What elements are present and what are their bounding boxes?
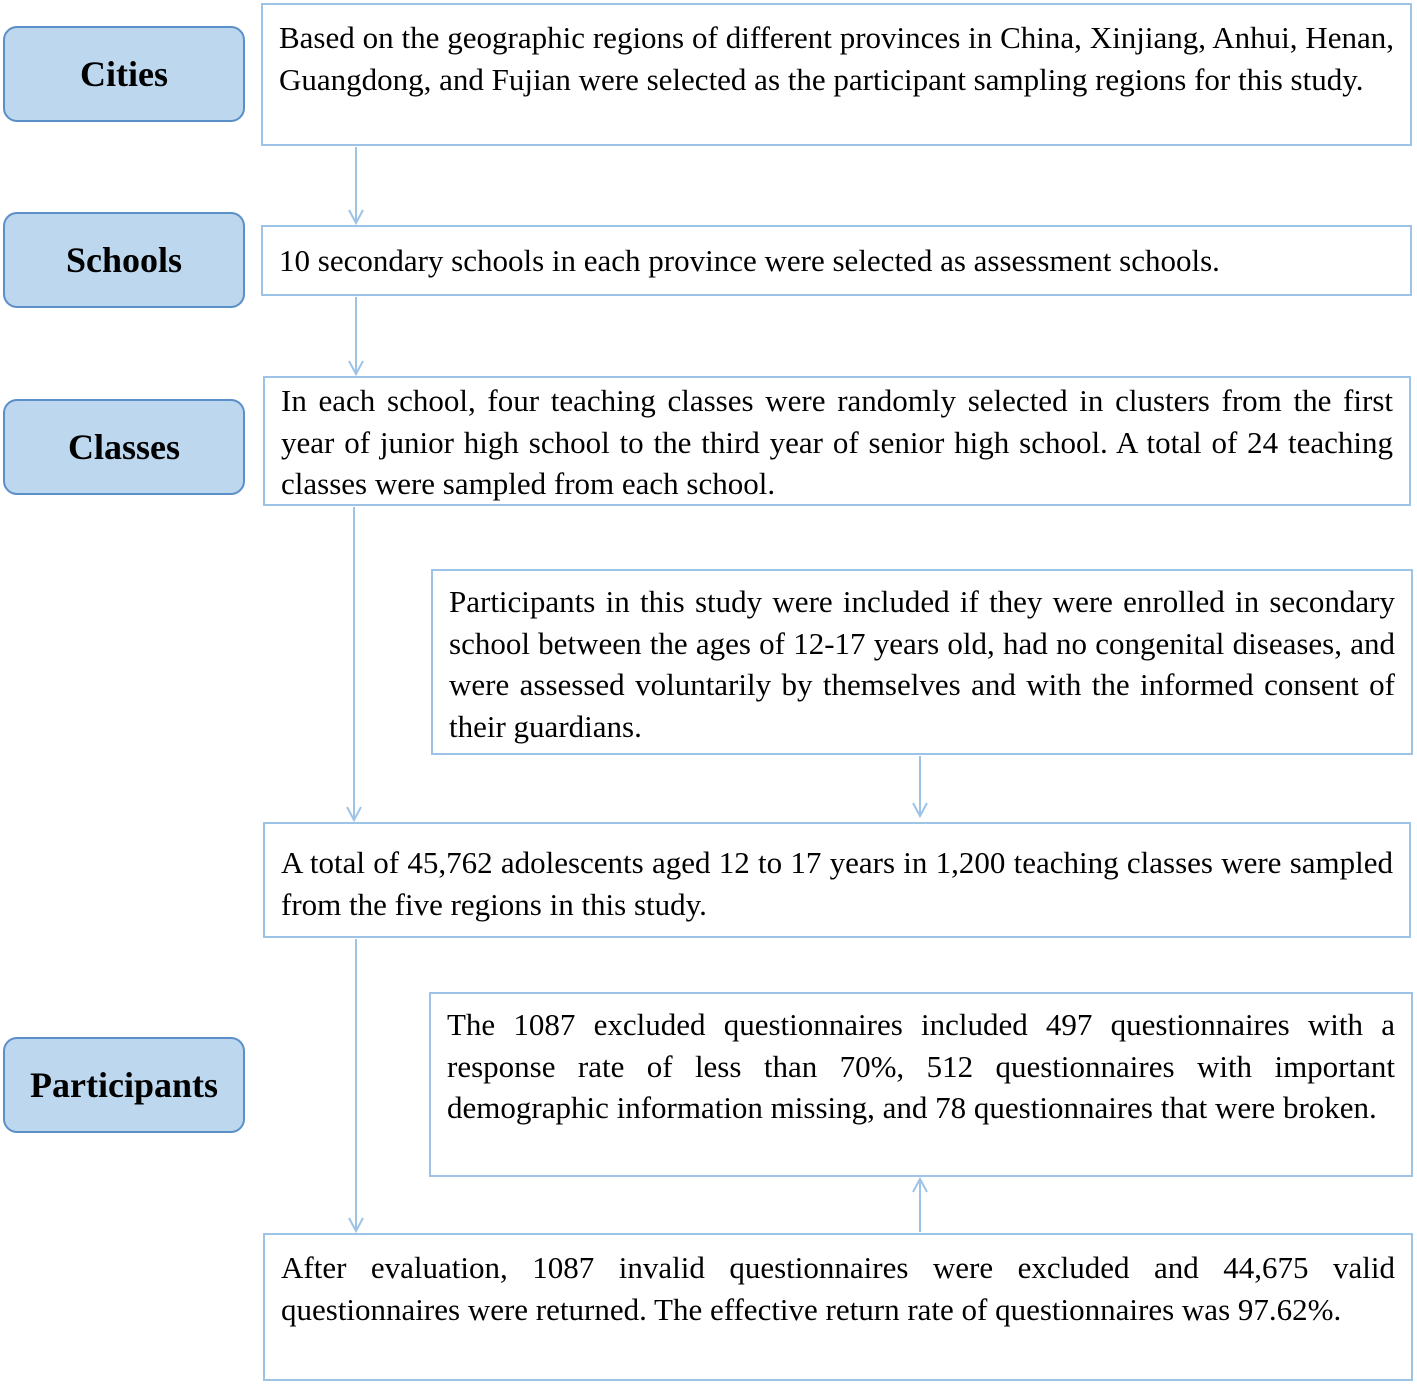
inclusion-criteria-text: Participants in this study were included if they were enrolled in secondary school between the ages of 12-17 years old, had no congenital diseases, and were assessed voluntarily by themselves and with the informed consent of their guardians. bbox=[449, 584, 1395, 744]
arrowhead-cities-to-schools bbox=[349, 210, 363, 223]
sampled-box bbox=[263, 822, 1411, 938]
inclusion-criteria-box bbox=[431, 569, 1413, 755]
excluded-box bbox=[429, 992, 1413, 1177]
stage-label-cities bbox=[3, 26, 245, 122]
classes-box-text: In each school, four teaching classes were randomly selected in clusters from the first year of junior high school to the third year of senior high school. A total of 24 teaching classes were sampled from each school. bbox=[281, 383, 1393, 501]
sampled-box-text: A total of 45,762 adolescents aged 12 to 17 years in 1,200 teaching classes were sampled from the five regions in this study. bbox=[281, 845, 1393, 922]
excluded-box-text: The 1087 excluded questionnaires included 497 questionnaires with a response rate of less than 70%, 512 questionnaires with important demographic information missing, and 78 questionnaires that were broken. bbox=[447, 1007, 1395, 1125]
stage-label-participants-text: Participants bbox=[30, 1065, 218, 1105]
arrowhead-sampled-to-final bbox=[349, 1218, 363, 1231]
stage-label-cities-text: Cities bbox=[80, 54, 168, 94]
schools-box-text: 10 secondary schools in each province were selected as assessment schools. bbox=[279, 242, 1220, 278]
final-box-text: After evaluation, 1087 invalid questionnaires were excluded and 44,675 valid questionnaires were returned. The effective return rate of questionnaires was 97.62%. bbox=[281, 1250, 1395, 1327]
arrowhead-schools-to-classes bbox=[349, 361, 363, 374]
stage-label-classes bbox=[3, 399, 245, 495]
final-box bbox=[263, 1233, 1413, 1381]
arrowhead-classes-to-sampled bbox=[347, 807, 361, 820]
stage-label-classes-text: Classes bbox=[67, 427, 180, 467]
arrowhead-inclusion-to-sampled bbox=[913, 803, 927, 816]
classes-box bbox=[263, 376, 1411, 506]
cities-box-text: Based on the geographic regions of different provinces in China, Xinjiang, Anhui, Henan, Guangdong, and Fujian were selected as the participant sampling regions for this study. bbox=[279, 20, 1394, 97]
schools-box bbox=[261, 225, 1412, 296]
cities-box bbox=[261, 3, 1412, 146]
arrowhead-final-to-excluded bbox=[913, 1179, 927, 1192]
stage-label-participants bbox=[3, 1037, 245, 1133]
stage-label-schools-text: Schools bbox=[65, 240, 183, 280]
stage-label-schools bbox=[3, 212, 245, 308]
